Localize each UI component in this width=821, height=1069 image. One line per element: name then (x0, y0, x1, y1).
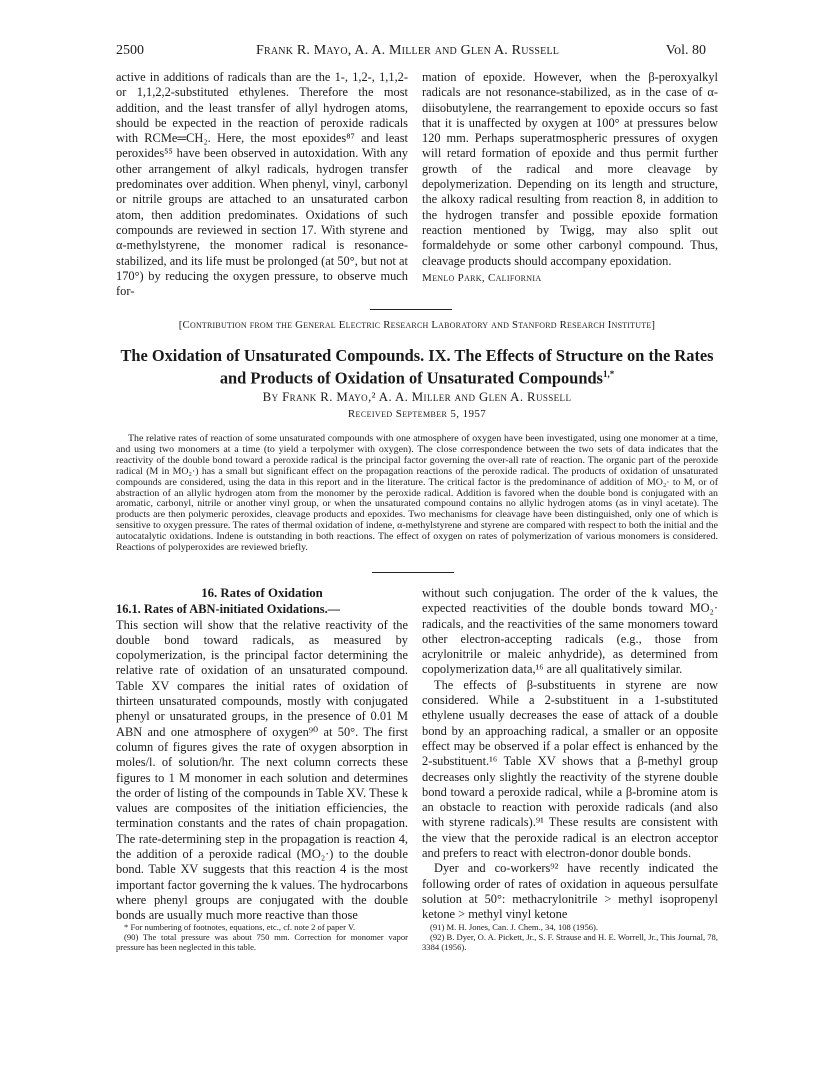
footnotes-right (422, 922, 718, 953)
paragraph: Dyer and co-workers⁹² have recently indicated the following order of rates of oxidation in aqueous persulfate solution at 50°: methacrylonitrile > methyl isopropenyl ketone > methyl vinyl ketone (422, 861, 718, 922)
bottom-left-column (116, 586, 408, 924)
page-number: 2500 (116, 43, 144, 58)
paragraph: without such conjugation. The order of the k values, the expected reactivities of the double bonds toward MO₂· radicals, and the reactivities of the same monomers toward other electron-accepting radicals (e.g., those from acrylonitrile or maleic anhydride), as determined from copolymerization data,¹⁶ are all qualitatively similar. (422, 586, 718, 677)
divider-rule (372, 572, 454, 573)
footnote: (90) The total pressure was about 750 mm. Correction for monomer vapor pressure has been neglected in this table. (116, 932, 408, 953)
section-heading: 16. Rates of Oxidation (201, 586, 323, 600)
header-authors: Frank R. Mayo, A. A. Miller and Glen A. Russell (256, 43, 560, 58)
bottom-right-column (422, 586, 718, 923)
received-date: Received September 5, 1957 (347, 408, 487, 420)
byline: By Frank R. Mayo,² A. A. Miller and Glen A. Russell (262, 390, 572, 404)
contribution-line: [Contribution from the General Electric Research Laboratory and Stanford Research Institute] (178, 319, 656, 331)
journal-volume: Vol. 80 (665, 43, 706, 58)
paragraph: This section will show that the relative reactivity of the double bond toward radicals, as measured by copolymerization, is the principal factor determining the relative rate of oxidation of an unsaturated compound. Table XV compares the initial rates of oxidation of thirteen unsaturated compounds, mostly with conjugated phenyl or unsaturated groups, in the presence of 0.01 M ABN and one atmosphere of oxygen⁹⁰ at 50°. The first column of figures gives the rate of oxygen absorption in moles/l. of solution/hr. The next column corrects these figures to 1 M monomer in each solution and determines the order of listing of the compounds in Table XV. These k values are composites of the initiation efficiencies, the termination constants and the rates of chain propagation. The rate-determining step in the propagation is reaction 4, the addition of a peroxide radical (MO₂·) to the double bond. Table XV suggests that this reaction 4 is the most important factor governing the k values. The hydrocarbons where phenyl groups are conjugated with the double bonds are usually much more reactive than those (116, 617, 408, 923)
footnote: (91) M. H. Jones, Can. J. Chem., 34, 108 (1956). (430, 922, 599, 932)
subsection-heading: 16.1. Rates of ABN-initiated Oxidations.— (116, 602, 341, 617)
footnote: * For numbering of footnotes, equations, etc., cf. note 2 of paper V. (124, 922, 356, 932)
footnote: (92) B. Dyer, O. A. Pickett, Jr., S. F. Strause and H. E. Worrell, Jr., This Journal, 78, 3384 (1956). (422, 932, 718, 953)
abstract: The relative rates of reaction of some unsaturated compounds with one atmosphere of oxygen have been investigated, using one monomer at a time, and using two monomers at a time (to yield a terpolymer with oxygen). The close correspondence between the two sets of data indicates that the reactivity of the double bond toward a peroxide radical is the principal factor governing the over-all rate of reaction. The organic part of the peroxide radical (M in MO₂·) has a small but significant effect on the propagation reactions of the peroxide radical. The products of oxidation of unsaturated compounds are considered, using the data in this report and in the literature. The critical factor is the predominance of addition of MO₂· to M, or of abstraction of an allylic hydrogen atom from the monomer by the peroxide radical. Addition is favored when the double bond is conjugated with an aromatic, carbonyl, nitrile or another vinyl group, or when the unsaturated compound contains no allylic hydrogen atoms (as in vinyl acetate). The products are then polymeric peroxides, cleavage products and epoxides. Two mechanisms for cleavage have been distinguished, only one of which is sensitive to oxygen pressure. The rates of thermal oxidation of indene, α-methylstyrene and styrene are compared with respect to both the initial and the autocatalytic oxidations. Indene is outstanding in both reactions. The effect of oxygen on rates of polymerization of various monomers is considered. Reactions of polyperoxides are reviewed briefly. (116, 433, 718, 554)
paragraph: active in additions of radicals than are the 1-, 1,2-, 1,1,2- or 1,1,2,2-substituted ethylenes. Therefore the most addition, and the least transfer of allyl hydrogen atoms, should be expected in the reaction of peroxide radicals with RCMe═CH₂. Here, the most epoxides⁸⁷ and least peroxides⁵⁵ have been observed in autoxidation. With any other arrangement of alkyl radicals, hydrogen transfer predominates over addition. When phenyl, vinyl, carbonyl or nitrile groups are attached to an unsaturated carbon atom, then addition predominates. Oxidations of such compounds are reviewed in section 17. With styrene and α-methylstyrene, the monomer radical is resonance-stabilized, and its life must be prolonged (at 50°, but not at 170°) by reducing the oxygen pressure, to observe much for- (116, 70, 408, 299)
paragraph: The effects of β-substituents in styrene are now considered. While a 2-substituent in a 1-substituted ethylene usually decreases the ease of attack of a double bond by an approaching radical, a smaller or an opposite effect may be observed if a polar effect is enhanced by the 2-substituent.¹⁶ Table XV shows that a β-methyl group decreases only slightly the reactivity of the styrene double bond toward a peroxide radical, while a β-bromine atom is an obstacle to reaction with peroxide radicals (and also with styrene radicals).⁹¹ These results are consistent with the view that the peroxide radical is an electron acceptor and prefers to react with electron-donor double bonds. (422, 677, 718, 861)
top-right-column (422, 70, 718, 286)
article-title (116, 346, 718, 387)
paragraph: mation of epoxide. However, when the β-peroxyalkyl radicals are not resonance-stabilized, as in the case of α-diisobutylene, the rearrangement to epoxide occurs so fast that it is unaffected by oxygen at 100° at pressures below 120 mm. Perhaps superatmospheric pressures of oxygen will retard formation of epoxide and thus permit further growth of the radical and more cleavage by depolymerization. Depending on its length and structure, the alkoxy radical resulting from reaction 8, in addition to the hydrogen transfer and possible epoxide formation reaction mentioned by Twigg, may also split out formaldehyde or some other carbonyl compound. Thus, cleavage products should accompany epoxidation. (422, 70, 718, 268)
running-header (116, 43, 706, 61)
top-left-column (116, 70, 408, 299)
title-footnote-mark: 1,* (602, 369, 615, 379)
divider-rule (370, 309, 452, 310)
footnotes-left (116, 922, 408, 953)
location-line: Menlo Park, California (422, 271, 542, 284)
article-title-text: The Oxidation of Unsaturated Compounds. IX. The Effects of Structure on the Rates and Products of Oxidation of Unsaturated Compounds (120, 346, 714, 388)
